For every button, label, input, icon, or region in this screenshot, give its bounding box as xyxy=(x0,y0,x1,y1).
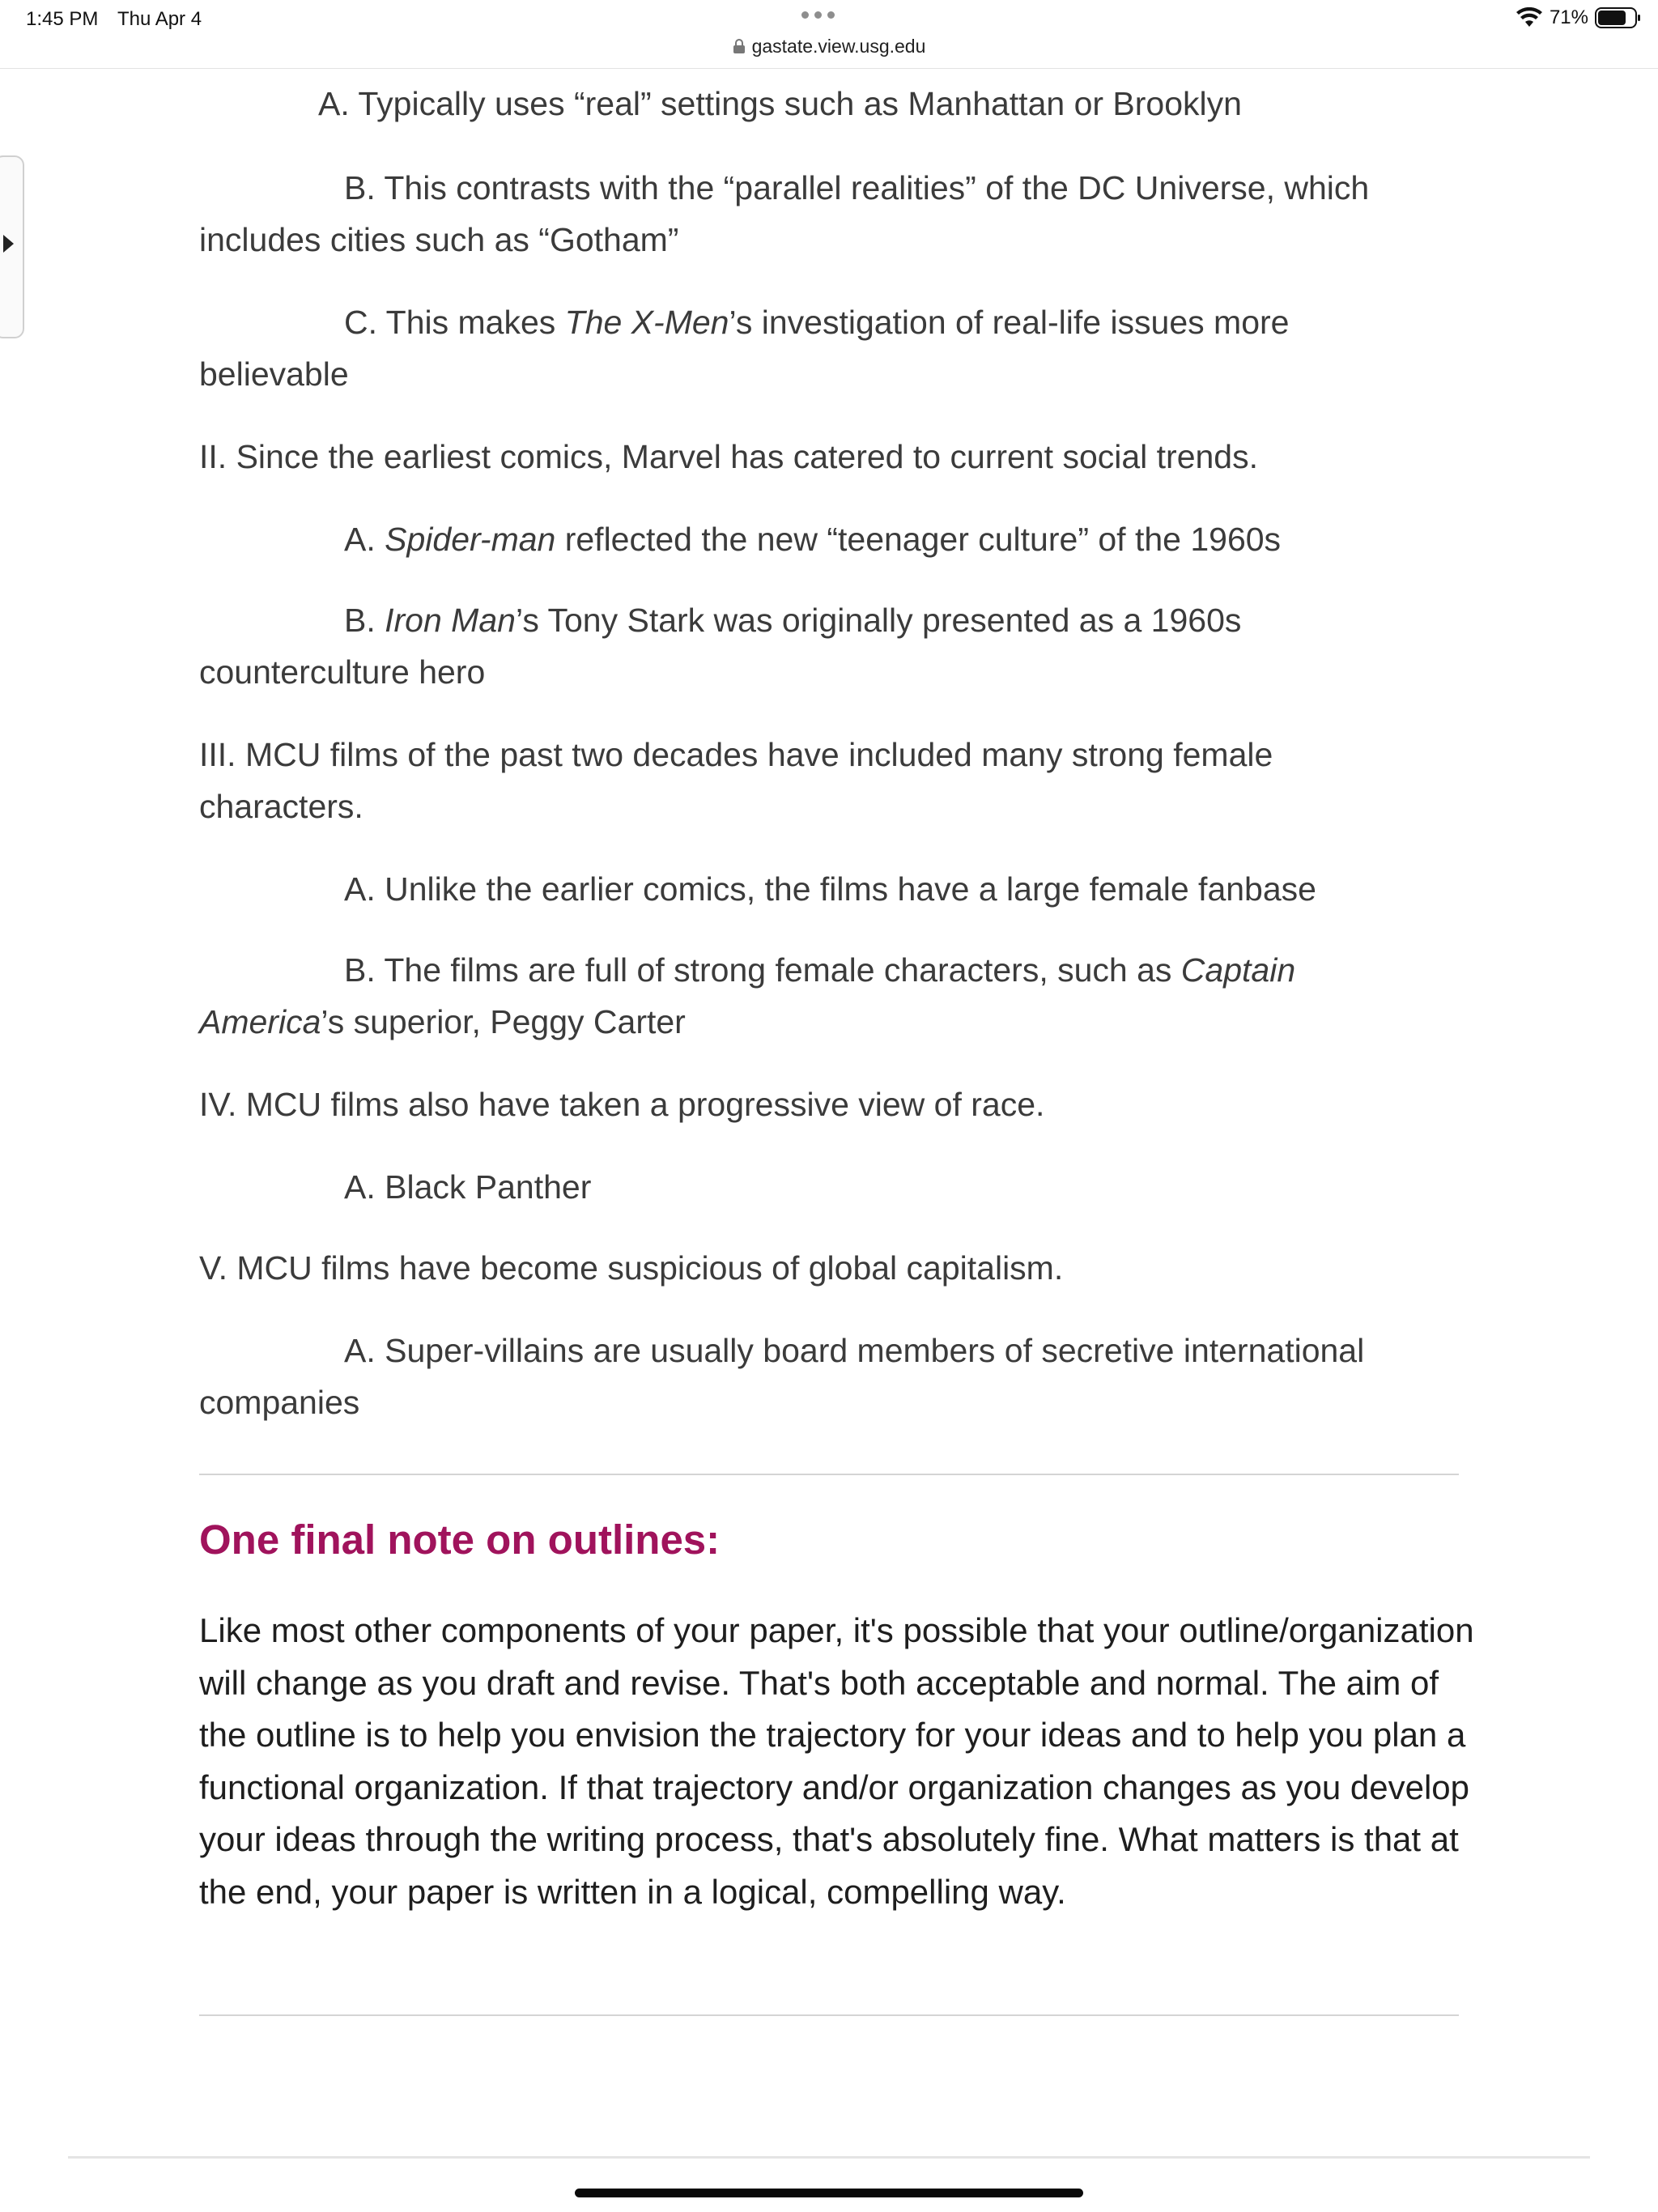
outline-line: counterculture hero xyxy=(199,653,486,691)
outline-line: A. Unlike the earlier comics, the films have a large female fanbase xyxy=(344,870,1316,908)
section-body: Like most other components of your paper, it's possible that your outline/organization will change as you draft and revise. That's both acceptable and normal. The aim of the outline is to help you envision the trajectory for your ideas and to help you plan a functional organization. If that trajectory and/or organization changes as you develop your ideas through the writing process, that's absolutely fine. What matters is that at the end, your paper is written in a logical, compelling way. xyxy=(199,1611,1474,1911)
home-indicator[interactable] xyxy=(575,2189,1083,2197)
section-divider xyxy=(199,2014,1459,2016)
section-divider xyxy=(199,1474,1459,1475)
outline-line: B. The films are full of strong female characters, such as Captain xyxy=(344,951,1296,989)
section-heading: One final note on outlines: xyxy=(199,1516,721,1563)
outline-line: III. MCU films of the past two decades have included many strong female xyxy=(199,736,1273,773)
outline-line: A. Typically uses “real” settings such as Manhattan or Brooklyn xyxy=(318,85,1242,122)
play-arrow-icon xyxy=(3,235,14,253)
bottom-divider xyxy=(68,2156,1590,2159)
outline-line: C. This makes The X-Men’s investigation of real-life issues more xyxy=(344,304,1290,341)
status-time: 1:45 PM xyxy=(26,8,99,30)
outline-line: A. Spider-man reflected the new “teenager culture” of the 1960s xyxy=(344,521,1282,558)
status-indicators xyxy=(1516,6,1642,29)
outline-line: IV. MCU films also have taken a progressive view of race. xyxy=(199,1086,1045,1123)
battery-icon xyxy=(1595,6,1642,29)
url-text: gastate.view.usg.edu xyxy=(751,35,926,57)
outline-line: A. Super-villains are usually board members of secretive international xyxy=(344,1332,1365,1369)
toolbar-divider xyxy=(0,68,1658,69)
outline-line: B. Iron Man’s Tony Stark was originally presented as a 1960s xyxy=(344,602,1242,639)
outline-line: B. This contrasts with the “parallel realities” of the DC Universe, which xyxy=(344,169,1370,206)
wifi-icon xyxy=(1516,7,1543,28)
more-options-icon[interactable] xyxy=(801,11,835,19)
outline-line: believable xyxy=(199,355,349,393)
battery-percent: 71% xyxy=(1549,6,1588,28)
outline-line: A. Black Panther xyxy=(344,1168,592,1206)
outline-line: characters. xyxy=(199,788,363,825)
address-bar[interactable] xyxy=(0,32,1658,60)
outline-line: includes cities such as “Gotham” xyxy=(199,221,679,258)
status-date: Thu Apr 4 xyxy=(117,8,202,30)
outline-line: II. Since the earliest comics, Marvel has catered to current social trends. xyxy=(199,438,1258,475)
lock-icon xyxy=(733,38,746,54)
outline-line: America’s superior, Peggy Carter xyxy=(199,1003,686,1040)
outline-line: companies xyxy=(199,1384,360,1421)
outline-line: V. MCU films have become suspicious of global capitalism. xyxy=(199,1249,1064,1287)
side-panel-toggle[interactable] xyxy=(0,155,24,338)
